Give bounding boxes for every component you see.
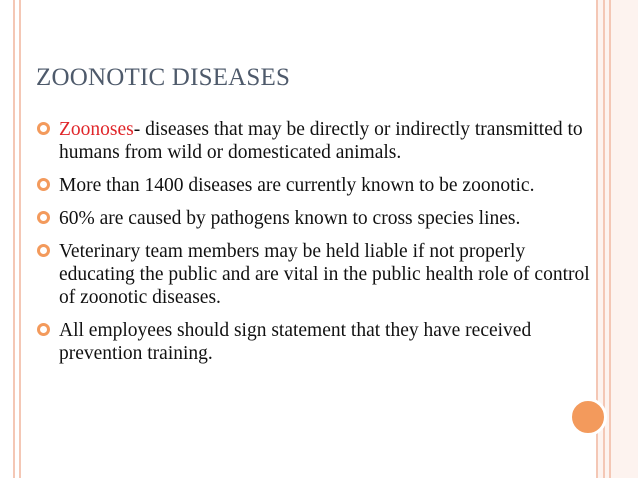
slide-title: ZOONOTIC DISEASES (36, 64, 291, 91)
bullet-item (36, 207, 591, 230)
bullet-text: - diseases that may be directly or indirectly transmitted to humans from wild or domesticated animals. (59, 119, 583, 163)
bullet-item (36, 319, 591, 365)
bullet-item (36, 118, 591, 164)
bullet-circle-icon (36, 177, 51, 192)
bullet-text: Veterinary team members may be held liable if not properly educating the public and are vital in the public health role of control of zoonotic diseases. (59, 241, 590, 308)
highlight-term: Zoonoses (59, 119, 134, 140)
bullet-list (36, 118, 591, 375)
left-border-line (19, 0, 21, 478)
bullet-text: All employees should sign statement that they have received prevention training. (59, 320, 532, 364)
right-border-line (609, 0, 611, 478)
bullet-text: 60% are caused by pathogens known to cross species lines. (59, 208, 521, 229)
left-border-line (13, 0, 15, 478)
bullet-circle-icon (36, 121, 51, 136)
bullet-circle-icon (36, 243, 51, 258)
bullet-item (36, 174, 591, 197)
bullet-item (36, 240, 591, 309)
bullet-circle-icon (36, 322, 51, 337)
bullet-text: More than 1400 diseases are currently known to be zoonotic. (59, 175, 535, 196)
orange-circle-decoration (569, 398, 607, 436)
bullet-circle-icon (36, 210, 51, 225)
